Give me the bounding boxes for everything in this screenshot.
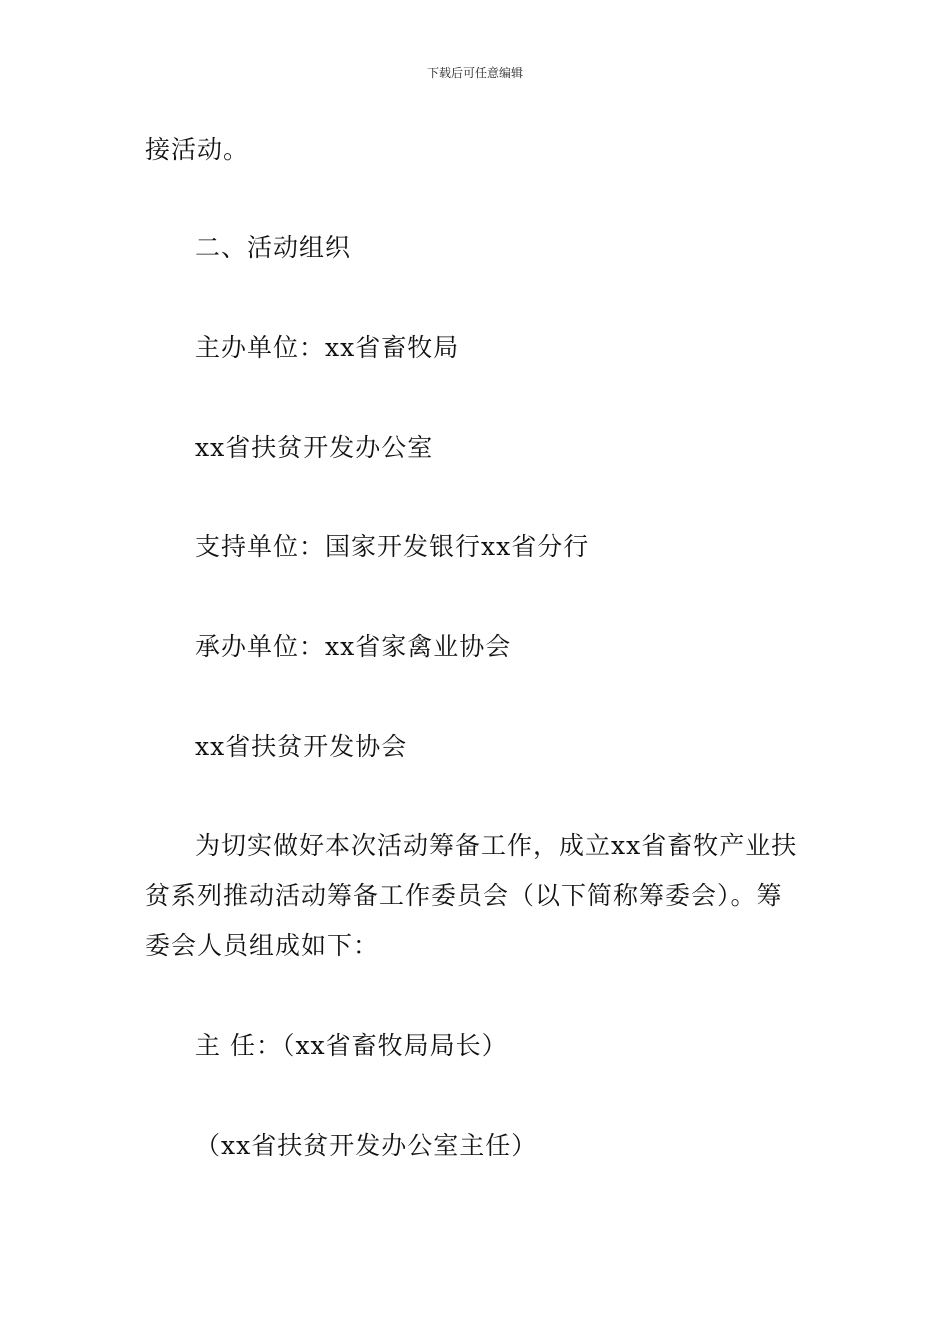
undertaker-line-2: xx省扶贫开发协会: [195, 732, 408, 761]
organizer-line: 主办单位：xx省畜牧局: [195, 333, 460, 362]
director-line-2: （xx省扶贫开发办公室主任）: [195, 1131, 538, 1160]
director-line: 主 任：（xx省畜牧局局长）: [195, 1031, 508, 1060]
continuation-line: 接活动。: [145, 135, 250, 164]
organizer-line-2: xx省扶贫开发办公室: [195, 433, 434, 462]
committee-paragraph-line-1: 为切实做好本次活动筹备工作，成立xx省畜牧产业扶: [195, 831, 798, 860]
page-header-note: 下载后可任意编辑: [426, 66, 523, 80]
undertaker-line: 承办单位：xx省家禽业协会: [195, 632, 512, 661]
committee-paragraph-line-3: 委会人员组成如下：: [145, 931, 380, 960]
committee-paragraph: [145, 821, 815, 971]
supporter-line: 支持单位：国家开发银行xx省分行: [195, 532, 590, 561]
section-heading: 二、活动组织: [195, 233, 352, 262]
committee-paragraph-line-2: 贫系列推动活动筹备工作委员会（以下简称筹委会）。筹: [145, 881, 783, 910]
